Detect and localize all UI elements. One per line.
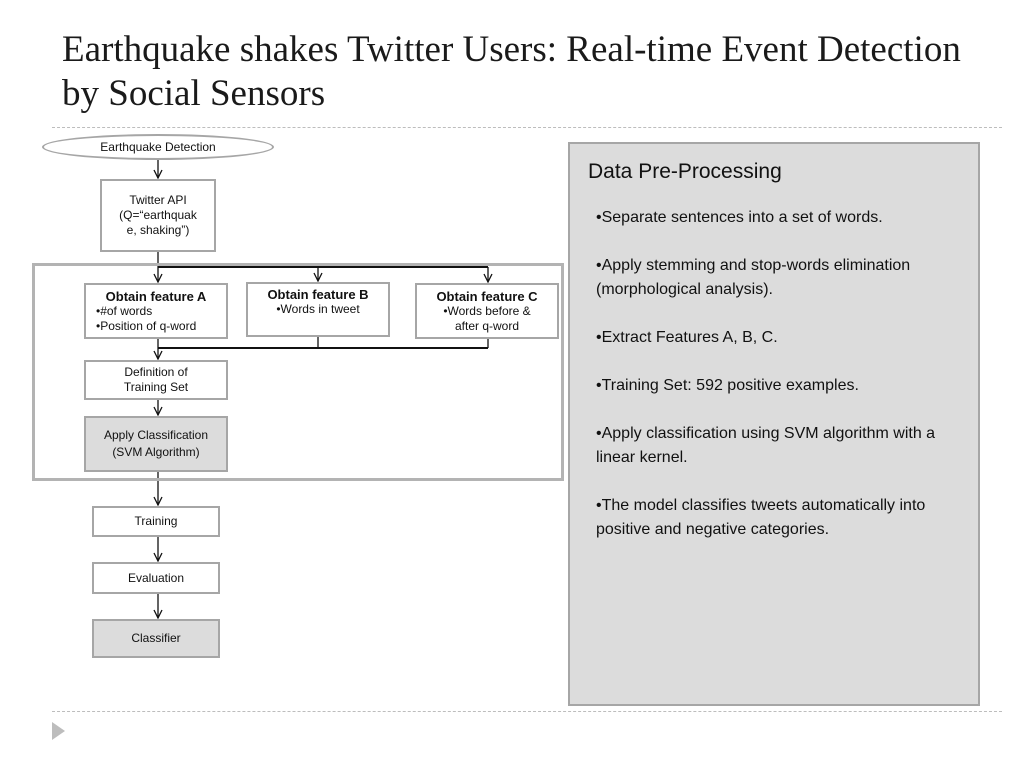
start-node-label: Earthquake Detection xyxy=(100,140,216,154)
feature-a-line-2: •Position of q-word xyxy=(96,318,197,333)
twitter-api-line-2: (Q=“earthquak xyxy=(119,208,197,222)
panel-bullet: •Apply stemming and stop-words elimination (morphological analysis). xyxy=(596,257,911,298)
slide-title: Earthquake shakes Twitter Users: Real-time Event Detection by Social Sensors xyxy=(62,29,961,114)
footer-divider xyxy=(52,711,1002,712)
panel-bullet-list xyxy=(596,206,966,566)
panel-bullet: •Apply classification using SVM algorithm with a linear kernel. xyxy=(596,425,936,466)
apply-classification-box xyxy=(84,416,228,472)
panel-bullet: •Extract Features A, B, C. xyxy=(596,329,778,346)
feature-c-title: Obtain feature C xyxy=(436,288,538,304)
feature-a-line-1: •#of words xyxy=(96,303,153,318)
panel-bullet: •Training Set: 592 positive examples. xyxy=(596,377,859,394)
panel-bullet: •Separate sentences into a set of words. xyxy=(596,209,883,226)
feature-c-line-1: •Words before & xyxy=(443,303,531,318)
apply-line-1: Apply Classification xyxy=(103,428,209,442)
classifier-label: Classifier xyxy=(131,631,181,645)
start-node-earthquake-detection xyxy=(42,134,274,160)
triangle-right-icon[interactable] xyxy=(52,722,65,740)
panel-title: Data Pre-Processing xyxy=(588,160,782,183)
classifier-box xyxy=(92,619,220,658)
preprocessing-panel xyxy=(568,142,980,706)
feature-c-box xyxy=(415,283,559,339)
twitter-api-line-1: Twitter API xyxy=(129,193,187,207)
feature-a-box xyxy=(84,283,228,339)
feature-b-box xyxy=(246,282,390,337)
training-label: Training xyxy=(134,514,178,528)
training-set-box xyxy=(84,360,228,400)
training-set-line-1: Definition of xyxy=(124,365,188,379)
feature-c-line-2: after q-word xyxy=(454,318,520,333)
training-box xyxy=(92,506,220,537)
training-set-line-2: Training Set xyxy=(123,380,189,394)
feature-b-title: Obtain feature B xyxy=(267,287,369,302)
panel-bullet: •The model classifies tweets automatically into positive and negative categories. xyxy=(596,497,926,538)
twitter-api-line-3: e, shaking”) xyxy=(126,223,190,237)
apply-line-2: (SVM Algorithm) xyxy=(112,445,200,459)
feature-a-title: Obtain feature A xyxy=(105,288,207,304)
twitter-api-box xyxy=(100,179,216,252)
feature-b-line-1: •Words in tweet xyxy=(276,302,360,316)
evaluation-box xyxy=(92,562,220,594)
evaluation-label: Evaluation xyxy=(127,570,185,585)
